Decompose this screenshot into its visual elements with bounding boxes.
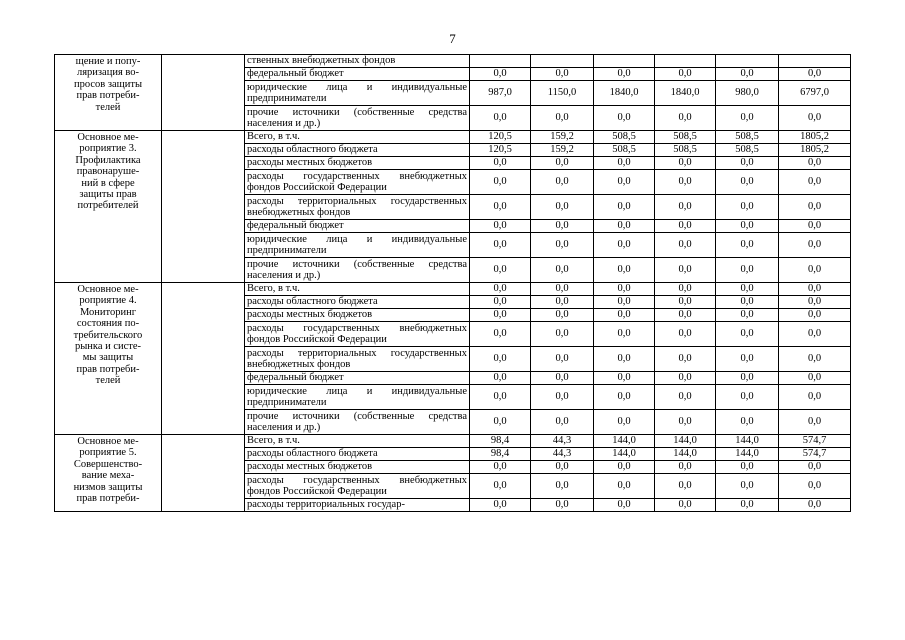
value-cell: 0,0 bbox=[655, 220, 716, 233]
value-cell: 0,0 bbox=[594, 106, 655, 131]
value-cell: 0,0 bbox=[594, 372, 655, 385]
value-cell: 0,0 bbox=[779, 347, 851, 372]
value-cell: 0,0 bbox=[531, 347, 594, 372]
value-cell: 0,0 bbox=[716, 322, 779, 347]
value-cell: 0,0 bbox=[655, 385, 716, 410]
event-name-line: рынка и систе- bbox=[74, 341, 142, 353]
value-cell: 0,0 bbox=[655, 283, 716, 296]
value-cell: 0,0 bbox=[716, 347, 779, 372]
value-cell: 0,0 bbox=[594, 474, 655, 499]
value-cell: 0,0 bbox=[594, 170, 655, 195]
executor-cell bbox=[162, 131, 245, 283]
value-cell: 0,0 bbox=[531, 195, 594, 220]
value-cell: 0,0 bbox=[531, 410, 594, 435]
value-cell: 0,0 bbox=[655, 410, 716, 435]
value-cell: 0,0 bbox=[531, 68, 594, 81]
value-cell bbox=[779, 55, 851, 68]
value-cell: 98,4 bbox=[470, 448, 531, 461]
value-cell: 0,0 bbox=[531, 283, 594, 296]
value-cell: 0,0 bbox=[531, 461, 594, 474]
value-cell: 159,2 bbox=[531, 131, 594, 144]
value-cell: 144,0 bbox=[655, 435, 716, 448]
value-cell: 0,0 bbox=[779, 195, 851, 220]
value-cell: 0,0 bbox=[655, 372, 716, 385]
value-cell: 0,0 bbox=[655, 195, 716, 220]
event-name-line: состояния по- bbox=[76, 318, 140, 330]
value-cell: 0,0 bbox=[470, 195, 531, 220]
funding-source-cell: прочие источники (собственные средства населения и др.) bbox=[245, 410, 470, 435]
value-cell: 0,0 bbox=[594, 233, 655, 258]
event-name-line: низмов защиты bbox=[73, 481, 143, 493]
value-cell: 0,0 bbox=[716, 474, 779, 499]
value-cell: 0,0 bbox=[779, 385, 851, 410]
event-name-line: Профилактика bbox=[75, 154, 141, 166]
funding-source-cell: расходы местных бюджетов bbox=[245, 461, 470, 474]
value-cell: 0,0 bbox=[779, 258, 851, 283]
value-cell: 0,0 bbox=[655, 258, 716, 283]
value-cell: 159,2 bbox=[531, 144, 594, 157]
value-cell: 0,0 bbox=[531, 385, 594, 410]
value-cell: 0,0 bbox=[655, 461, 716, 474]
event-name-line: Основное ме- bbox=[77, 436, 139, 447]
value-cell: 0,0 bbox=[716, 385, 779, 410]
value-cell: 0,0 bbox=[531, 474, 594, 499]
value-cell: 0,0 bbox=[779, 322, 851, 347]
event-name-line: вание меха- bbox=[81, 470, 135, 482]
value-cell: 0,0 bbox=[470, 283, 531, 296]
event-name-line: ляризация во- bbox=[76, 67, 140, 79]
value-cell: 0,0 bbox=[594, 68, 655, 81]
value-cell: 0,0 bbox=[779, 372, 851, 385]
value-cell: 1840,0 bbox=[594, 81, 655, 106]
value-cell: 0,0 bbox=[531, 233, 594, 258]
value-cell: 0,0 bbox=[716, 283, 779, 296]
funding-source-cell: расходы государственных внебюджетных фондов Российской Федерации bbox=[245, 474, 470, 499]
table-row bbox=[55, 435, 851, 448]
value-cell: 0,0 bbox=[655, 170, 716, 195]
value-cell: 0,0 bbox=[716, 296, 779, 309]
event-name-line: Мониторинг bbox=[79, 306, 137, 318]
value-cell: 44,3 bbox=[531, 435, 594, 448]
value-cell: 0,0 bbox=[779, 309, 851, 322]
value-cell: 0,0 bbox=[655, 68, 716, 81]
table-row bbox=[55, 283, 851, 296]
value-cell: 0,0 bbox=[531, 258, 594, 283]
value-cell: 0,0 bbox=[594, 258, 655, 283]
value-cell: 508,5 bbox=[594, 131, 655, 144]
value-cell: 0,0 bbox=[779, 170, 851, 195]
event-name-line: прав потреби- bbox=[76, 90, 140, 102]
value-cell: 0,0 bbox=[470, 106, 531, 131]
event-name-line: роприятие 4. bbox=[79, 295, 137, 307]
event-name-line: щение и попу- bbox=[75, 56, 141, 67]
funding-source-cell: ственных внебюджетных фондов bbox=[245, 55, 470, 68]
funding-source-cell: федеральный бюджет bbox=[245, 68, 470, 81]
value-cell: 144,0 bbox=[594, 448, 655, 461]
event-name-line: роприятие 5. bbox=[79, 447, 137, 459]
value-cell: 0,0 bbox=[531, 309, 594, 322]
event-name-line: прав потреби- bbox=[76, 363, 140, 375]
value-cell: 0,0 bbox=[594, 499, 655, 512]
value-cell: 0,0 bbox=[470, 309, 531, 322]
value-cell: 0,0 bbox=[594, 461, 655, 474]
value-cell: 0,0 bbox=[655, 322, 716, 347]
value-cell: 508,5 bbox=[655, 131, 716, 144]
value-cell: 0,0 bbox=[779, 474, 851, 499]
value-cell: 98,4 bbox=[470, 435, 531, 448]
value-cell: 508,5 bbox=[655, 144, 716, 157]
value-cell: 0,0 bbox=[470, 347, 531, 372]
value-cell: 144,0 bbox=[594, 435, 655, 448]
funding-source-cell: расходы государственных внебюджетных фондов Российской Федерации bbox=[245, 170, 470, 195]
value-cell: 0,0 bbox=[531, 106, 594, 131]
value-cell: 0,0 bbox=[779, 220, 851, 233]
value-cell: 0,0 bbox=[470, 474, 531, 499]
executor-cell bbox=[162, 435, 245, 512]
value-cell: 144,0 bbox=[716, 435, 779, 448]
value-cell: 0,0 bbox=[779, 410, 851, 435]
value-cell: 0,0 bbox=[470, 220, 531, 233]
value-cell bbox=[531, 55, 594, 68]
value-cell: 0,0 bbox=[531, 372, 594, 385]
event-name-line: Основное ме- bbox=[77, 284, 139, 295]
event-name-line: защиты прав bbox=[79, 189, 137, 201]
funding-source-cell: расходы территориальных государственных внебюджетных фондов bbox=[245, 347, 470, 372]
funding-source-cell: Всего, в т.ч. bbox=[245, 283, 470, 296]
event-name-line: Основное ме- bbox=[77, 132, 139, 143]
value-cell: 0,0 bbox=[716, 461, 779, 474]
value-cell: 0,0 bbox=[716, 499, 779, 512]
value-cell: 0,0 bbox=[594, 195, 655, 220]
value-cell bbox=[655, 55, 716, 68]
value-cell: 1805,2 bbox=[779, 144, 851, 157]
value-cell: 0,0 bbox=[470, 322, 531, 347]
value-cell: 0,0 bbox=[655, 474, 716, 499]
value-cell: 987,0 bbox=[470, 81, 531, 106]
value-cell: 0,0 bbox=[531, 170, 594, 195]
value-cell: 0,0 bbox=[779, 499, 851, 512]
value-cell: 0,0 bbox=[716, 233, 779, 258]
value-cell: 508,5 bbox=[716, 131, 779, 144]
value-cell: 0,0 bbox=[470, 170, 531, 195]
value-cell: 0,0 bbox=[716, 195, 779, 220]
value-cell: 0,0 bbox=[655, 296, 716, 309]
value-cell: 1150,0 bbox=[531, 81, 594, 106]
value-cell: 0,0 bbox=[594, 322, 655, 347]
value-cell: 44,3 bbox=[531, 448, 594, 461]
value-cell: 0,0 bbox=[470, 410, 531, 435]
event-name-line: роприятие 3. bbox=[79, 143, 137, 155]
value-cell: 0,0 bbox=[716, 157, 779, 170]
value-cell: 0,0 bbox=[531, 157, 594, 170]
value-cell: 0,0 bbox=[716, 309, 779, 322]
value-cell: 0,0 bbox=[594, 347, 655, 372]
funding-source-cell: расходы местных бюджетов bbox=[245, 157, 470, 170]
value-cell: 0,0 bbox=[470, 372, 531, 385]
value-cell: 0,0 bbox=[655, 233, 716, 258]
funding-source-cell: юридические лица и индивидуальные предприниматели bbox=[245, 233, 470, 258]
executor-cell bbox=[162, 55, 245, 131]
value-cell bbox=[470, 55, 531, 68]
event-name-line: Совершенство- bbox=[73, 458, 143, 470]
value-cell: 0,0 bbox=[470, 296, 531, 309]
value-cell: 508,5 bbox=[594, 144, 655, 157]
event-name-line: просов защиты bbox=[73, 78, 143, 90]
value-cell: 574,7 bbox=[779, 448, 851, 461]
value-cell: 120,5 bbox=[470, 144, 531, 157]
event-name-cell bbox=[55, 131, 162, 283]
funding-source-cell: расходы областного бюджета bbox=[245, 296, 470, 309]
value-cell: 0,0 bbox=[655, 347, 716, 372]
funding-source-cell: расходы местных бюджетов bbox=[245, 309, 470, 322]
value-cell: 0,0 bbox=[655, 106, 716, 131]
value-cell: 6797,0 bbox=[779, 81, 851, 106]
event-name-line: потребителей bbox=[77, 200, 139, 212]
value-cell: 0,0 bbox=[779, 296, 851, 309]
event-name-cell bbox=[55, 435, 162, 512]
value-cell: 0,0 bbox=[594, 220, 655, 233]
value-cell: 1805,2 bbox=[779, 131, 851, 144]
value-cell: 120,5 bbox=[470, 131, 531, 144]
value-cell: 1840,0 bbox=[655, 81, 716, 106]
event-name-line: правонаруше- bbox=[76, 166, 140, 178]
value-cell: 0,0 bbox=[716, 220, 779, 233]
value-cell: 0,0 bbox=[594, 410, 655, 435]
funding-source-cell: расходы территориальных государ- bbox=[245, 499, 470, 512]
event-name-line: телей bbox=[95, 101, 121, 113]
value-cell: 0,0 bbox=[470, 499, 531, 512]
value-cell: 0,0 bbox=[470, 157, 531, 170]
value-cell: 0,0 bbox=[470, 258, 531, 283]
funding-source-cell: прочие источники (собственные средства населения и др.) bbox=[245, 258, 470, 283]
value-cell: 0,0 bbox=[716, 170, 779, 195]
funding-source-cell: юридические лица и индивидуальные предприниматели bbox=[245, 385, 470, 410]
value-cell: 980,0 bbox=[716, 81, 779, 106]
value-cell: 144,0 bbox=[716, 448, 779, 461]
event-name-line: прав потреби- bbox=[76, 493, 140, 505]
budget-table bbox=[54, 54, 851, 512]
value-cell: 508,5 bbox=[716, 144, 779, 157]
funding-source-cell: расходы территориальных государственных внебюджетных фондов bbox=[245, 195, 470, 220]
value-cell: 0,0 bbox=[779, 233, 851, 258]
funding-source-cell: расходы областного бюджета bbox=[245, 144, 470, 157]
value-cell bbox=[594, 55, 655, 68]
value-cell: 0,0 bbox=[779, 283, 851, 296]
value-cell: 0,0 bbox=[531, 220, 594, 233]
value-cell: 0,0 bbox=[779, 461, 851, 474]
value-cell: 0,0 bbox=[716, 106, 779, 131]
value-cell: 0,0 bbox=[716, 68, 779, 81]
value-cell: 0,0 bbox=[779, 157, 851, 170]
value-cell: 574,7 bbox=[779, 435, 851, 448]
value-cell: 0,0 bbox=[594, 283, 655, 296]
event-name-cell bbox=[55, 283, 162, 435]
value-cell: 0,0 bbox=[531, 296, 594, 309]
value-cell: 0,0 bbox=[470, 385, 531, 410]
value-cell: 0,0 bbox=[655, 157, 716, 170]
funding-source-cell: расходы государственных внебюджетных фондов Российской Федерации bbox=[245, 322, 470, 347]
value-cell: 0,0 bbox=[594, 309, 655, 322]
funding-source-cell: расходы областного бюджета bbox=[245, 448, 470, 461]
value-cell: 0,0 bbox=[470, 461, 531, 474]
value-cell: 0,0 bbox=[716, 410, 779, 435]
funding-source-cell: прочие источники (собственные средства населения и др.) bbox=[245, 106, 470, 131]
value-cell: 0,0 bbox=[779, 106, 851, 131]
value-cell: 0,0 bbox=[531, 322, 594, 347]
value-cell: 144,0 bbox=[655, 448, 716, 461]
value-cell: 0,0 bbox=[594, 157, 655, 170]
value-cell: 0,0 bbox=[531, 499, 594, 512]
value-cell: 0,0 bbox=[716, 372, 779, 385]
funding-source-cell: юридические лица и индивидуальные предприниматели bbox=[245, 81, 470, 106]
event-name-line: ний в сфере bbox=[81, 177, 135, 189]
funding-source-cell: Всего, в т.ч. bbox=[245, 435, 470, 448]
event-name-line: телей bbox=[95, 375, 121, 387]
value-cell: 0,0 bbox=[594, 385, 655, 410]
value-cell: 0,0 bbox=[594, 296, 655, 309]
table-row bbox=[55, 55, 851, 68]
event-name-cell bbox=[55, 55, 162, 131]
table-row bbox=[55, 131, 851, 144]
event-name-line: требительского bbox=[73, 329, 143, 341]
executor-cell bbox=[162, 283, 245, 435]
value-cell bbox=[716, 55, 779, 68]
value-cell: 0,0 bbox=[470, 233, 531, 258]
value-cell: 0,0 bbox=[655, 309, 716, 322]
funding-source-cell: федеральный бюджет bbox=[245, 372, 470, 385]
value-cell: 0,0 bbox=[655, 499, 716, 512]
value-cell: 0,0 bbox=[470, 68, 531, 81]
funding-source-cell: Всего, в т.ч. bbox=[245, 131, 470, 144]
value-cell: 0,0 bbox=[716, 258, 779, 283]
page-number: 7 bbox=[449, 31, 456, 46]
funding-source-cell: федеральный бюджет bbox=[245, 220, 470, 233]
event-name-line: мы защиты bbox=[82, 352, 134, 364]
value-cell: 0,0 bbox=[779, 68, 851, 81]
